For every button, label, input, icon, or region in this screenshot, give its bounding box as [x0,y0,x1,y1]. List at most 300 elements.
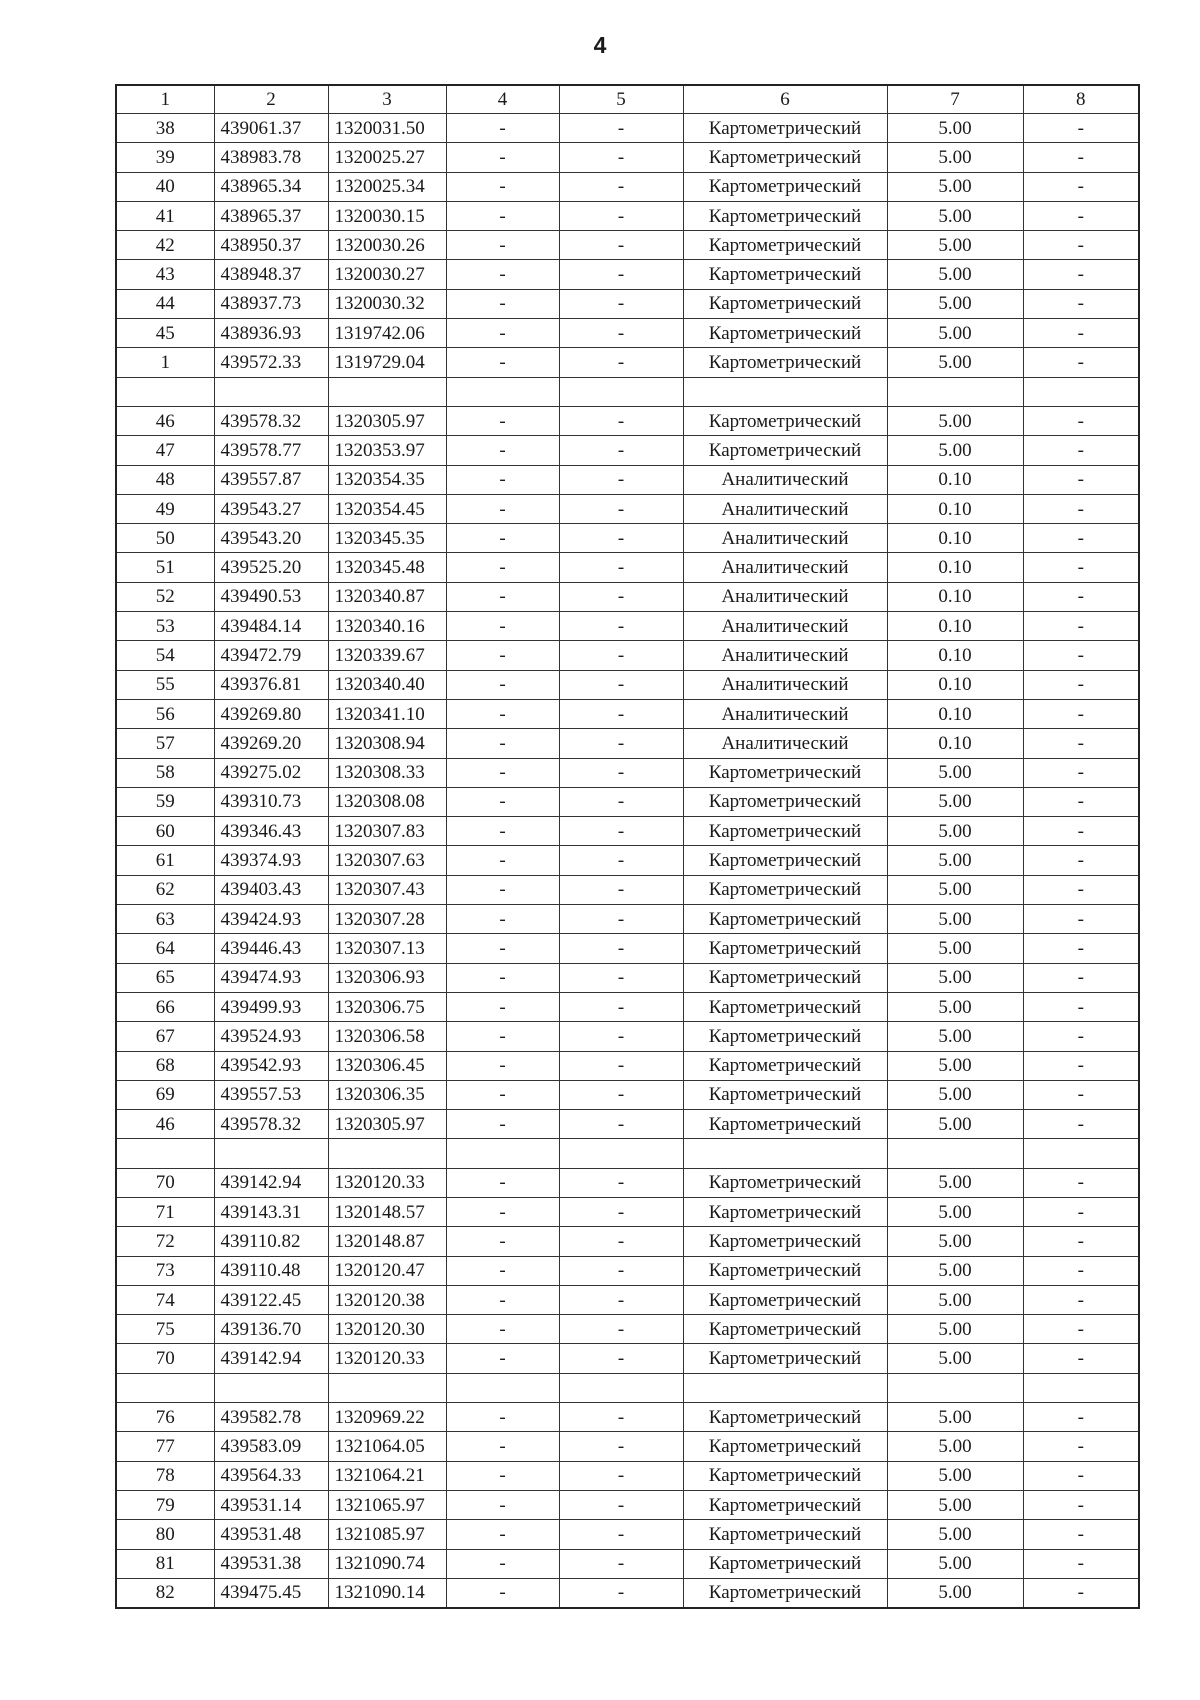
accuracy-cell: 5.00 [887,406,1023,435]
method-cell: Картометрический [683,1285,887,1314]
y-coordinate-cell: 1320030.27 [328,260,446,289]
accuracy-cell: 5.00 [887,1285,1023,1314]
x-coordinate-cell: 439424.93 [214,905,328,934]
column-4-cell: - [446,436,559,465]
column-4-cell: - [446,1256,559,1285]
table-row [116,114,1139,143]
y-coordinate-cell: 1320306.93 [328,963,446,992]
accuracy-cell: 0.10 [887,465,1023,494]
x-coordinate-cell: 438948.37 [214,260,328,289]
x-coordinate-cell [214,377,328,406]
point-number-cell: 61 [116,846,214,875]
column-4-cell: - [446,231,559,260]
method-cell: Картометрический [683,1051,887,1080]
accuracy-cell: 5.00 [887,846,1023,875]
point-number-cell: 46 [116,1110,214,1139]
point-number-cell: 64 [116,934,214,963]
point-number-cell: 59 [116,787,214,816]
column-4-cell: - [446,1403,559,1432]
method-cell: Картометрический [683,1578,887,1608]
y-coordinate-cell: 1320148.57 [328,1197,446,1226]
table-row [116,934,1139,963]
accuracy-cell: 5.00 [887,1578,1023,1608]
y-coordinate-cell: 1320120.33 [328,1168,446,1197]
accuracy-cell: 0.10 [887,699,1023,728]
column-5-cell: - [559,1285,683,1314]
column-5-cell: - [559,1403,683,1432]
method-cell: Картометрический [683,289,887,318]
point-number-cell: 50 [116,524,214,553]
accuracy-cell: 5.00 [887,289,1023,318]
y-coordinate-cell: 1320340.40 [328,670,446,699]
x-coordinate-cell: 439582.78 [214,1403,328,1432]
column-5-cell: - [559,729,683,758]
method-cell: Картометрический [683,1490,887,1519]
table-row [116,846,1139,875]
x-coordinate-cell: 439472.79 [214,641,328,670]
method-cell: Аналитический [683,524,887,553]
point-number-cell: 65 [116,963,214,992]
column-4-cell: - [446,1110,559,1139]
column-5-cell: - [559,1549,683,1578]
table-row [116,729,1139,758]
column-5-cell: - [559,992,683,1021]
accuracy-cell: 5.00 [887,1197,1023,1226]
x-coordinate-cell: 439110.48 [214,1256,328,1285]
column-4-cell: - [446,1578,559,1608]
y-coordinate-cell: 1321065.97 [328,1490,446,1519]
point-number-cell: 82 [116,1578,214,1608]
x-coordinate-cell: 439446.43 [214,934,328,963]
coordinates-table [115,84,1140,1609]
accuracy-cell: 5.00 [887,143,1023,172]
column-4-cell: - [446,1520,559,1549]
column-header: 8 [1023,85,1139,114]
x-coordinate-cell: 439524.93 [214,1022,328,1051]
y-coordinate-cell: 1320305.97 [328,406,446,435]
column-4-cell: - [446,846,559,875]
method-cell: Аналитический [683,699,887,728]
accuracy-cell: 0.10 [887,494,1023,523]
column-5-cell: - [559,1344,683,1373]
column-5-cell: - [559,231,683,260]
x-coordinate-cell: 438965.37 [214,201,328,230]
column-4-cell: - [446,348,559,377]
column-5-cell: - [559,172,683,201]
table-row [116,1285,1139,1314]
column-4-cell: - [446,758,559,787]
method-cell: Картометрический [683,934,887,963]
column-5-cell: - [559,1490,683,1519]
point-number-cell: 77 [116,1432,214,1461]
column-5-cell: - [559,1256,683,1285]
column-8-cell: - [1023,406,1139,435]
column-header: 3 [328,85,446,114]
point-number-cell: 81 [116,1549,214,1578]
x-coordinate-cell: 439578.32 [214,406,328,435]
accuracy-cell: 0.10 [887,729,1023,758]
method-cell: Картометрический [683,260,887,289]
column-5-cell: - [559,758,683,787]
method-cell: Аналитический [683,465,887,494]
column-4-cell: - [446,1549,559,1578]
table-row [116,1051,1139,1080]
column-8-cell: - [1023,1110,1139,1139]
method-cell: Картометрический [683,905,887,934]
column-8-cell: - [1023,758,1139,787]
accuracy-cell: 5.00 [887,1080,1023,1109]
table-row [116,670,1139,699]
accuracy-cell: 5.00 [887,114,1023,143]
method-cell: Картометрический [683,1227,887,1256]
point-number-cell: 1 [116,348,214,377]
column-4-cell: - [446,582,559,611]
accuracy-cell: 0.10 [887,524,1023,553]
y-coordinate-cell: 1320345.48 [328,553,446,582]
y-coordinate-cell: 1320120.38 [328,1285,446,1314]
column-5-cell: - [559,582,683,611]
x-coordinate-cell: 439376.81 [214,670,328,699]
column-8-cell: - [1023,436,1139,465]
column-4-cell: - [446,260,559,289]
column-4-cell: - [446,1168,559,1197]
table-row [116,1461,1139,1490]
x-coordinate-cell [214,1139,328,1168]
table-row [116,1403,1139,1432]
column-5-cell: - [559,524,683,553]
accuracy-cell: 5.00 [887,817,1023,846]
table-body [116,114,1139,1609]
accuracy-cell: 5.00 [887,1051,1023,1080]
x-coordinate-cell: 439572.33 [214,348,328,377]
column-8-cell: - [1023,582,1139,611]
column-8-cell: - [1023,260,1139,289]
y-coordinate-cell: 1321090.14 [328,1578,446,1608]
column-4-cell: - [446,934,559,963]
x-coordinate-cell: 439583.09 [214,1432,328,1461]
point-number-cell: 67 [116,1022,214,1051]
y-coordinate-cell: 1319729.04 [328,348,446,377]
point-number-cell: 53 [116,612,214,641]
accuracy-cell: 5.00 [887,1490,1023,1519]
point-number-cell: 72 [116,1227,214,1256]
method-cell: Картометрический [683,1197,887,1226]
y-coordinate-cell: 1320345.35 [328,524,446,553]
point-number-cell: 75 [116,1315,214,1344]
column-4-cell: - [446,1344,559,1373]
column-4-cell [446,377,559,406]
y-coordinate-cell: 1320306.75 [328,992,446,1021]
x-coordinate-cell: 439499.93 [214,992,328,1021]
y-coordinate-cell: 1320307.43 [328,875,446,904]
column-4-cell: - [446,1227,559,1256]
point-number-cell: 51 [116,553,214,582]
accuracy-cell: 5.00 [887,1022,1023,1051]
column-8-cell: - [1023,1256,1139,1285]
column-5-cell: - [559,494,683,523]
x-coordinate-cell: 439490.53 [214,582,328,611]
table-row [116,201,1139,230]
x-coordinate-cell [214,1373,328,1402]
table-row [116,436,1139,465]
point-number-cell: 54 [116,641,214,670]
point-number-cell: 70 [116,1168,214,1197]
table-row [116,1490,1139,1519]
point-number-cell [116,377,214,406]
column-header: 2 [214,85,328,114]
column-8-cell: - [1023,1403,1139,1432]
y-coordinate-cell [328,377,446,406]
y-coordinate-cell: 1321064.21 [328,1461,446,1490]
column-header: 7 [887,85,1023,114]
column-5-cell: - [559,787,683,816]
table-row [116,817,1139,846]
column-8-cell: - [1023,143,1139,172]
page-number: 4 [593,32,607,58]
point-number-cell: 79 [116,1490,214,1519]
column-4-cell: - [446,699,559,728]
y-coordinate-cell: 1320031.50 [328,114,446,143]
x-coordinate-cell: 439557.87 [214,465,328,494]
point-number-cell: 60 [116,817,214,846]
column-4-cell: - [446,1022,559,1051]
column-4-cell: - [446,289,559,318]
x-coordinate-cell: 439542.93 [214,1051,328,1080]
x-coordinate-cell: 438965.34 [214,172,328,201]
column-5-cell: - [559,1461,683,1490]
x-coordinate-cell: 439525.20 [214,553,328,582]
y-coordinate-cell: 1320308.94 [328,729,446,758]
accuracy-cell: 5.00 [887,963,1023,992]
column-5-cell: - [559,699,683,728]
column-5-cell: - [559,934,683,963]
method-cell [683,377,887,406]
x-coordinate-cell: 439269.20 [214,729,328,758]
accuracy-cell: 5.00 [887,905,1023,934]
column-5-cell: - [559,875,683,904]
x-coordinate-cell: 439484.14 [214,612,328,641]
accuracy-cell: 5.00 [887,201,1023,230]
table-row [116,699,1139,728]
column-8-cell: - [1023,992,1139,1021]
y-coordinate-cell: 1320120.33 [328,1344,446,1373]
accuracy-cell: 5.00 [887,1256,1023,1285]
x-coordinate-cell: 438950.37 [214,231,328,260]
table-row [116,875,1139,904]
column-8-cell [1023,377,1139,406]
accuracy-cell: 5.00 [887,436,1023,465]
point-number-cell: 58 [116,758,214,787]
method-cell: Аналитический [683,729,887,758]
column-8-cell [1023,1373,1139,1402]
table-row [116,348,1139,377]
column-4-cell: - [446,114,559,143]
method-cell: Картометрический [683,143,887,172]
table-row [116,524,1139,553]
column-4-cell: - [446,963,559,992]
y-coordinate-cell: 1320030.32 [328,289,446,318]
column-4-cell: - [446,992,559,1021]
column-5-cell: - [559,1315,683,1344]
column-5-cell: - [559,641,683,670]
method-cell: Картометрический [683,231,887,260]
method-cell: Аналитический [683,494,887,523]
column-4-cell: - [446,524,559,553]
point-number-cell: 69 [116,1080,214,1109]
column-8-cell: - [1023,114,1139,143]
table-row [116,1578,1139,1608]
column-8-cell: - [1023,1080,1139,1109]
x-coordinate-cell: 439403.43 [214,875,328,904]
point-number-cell: 78 [116,1461,214,1490]
column-4-cell: - [446,1051,559,1080]
method-cell: Аналитический [683,582,887,611]
accuracy-cell: 5.00 [887,1549,1023,1578]
y-coordinate-cell: 1320307.83 [328,817,446,846]
y-coordinate-cell: 1320969.22 [328,1403,446,1432]
accuracy-cell: 5.00 [887,172,1023,201]
x-coordinate-cell: 439136.70 [214,1315,328,1344]
x-coordinate-cell: 439374.93 [214,846,328,875]
y-coordinate-cell: 1320025.34 [328,172,446,201]
column-5-cell: - [559,670,683,699]
column-8-cell [1023,1139,1139,1168]
table-row [116,1022,1139,1051]
method-cell: Картометрический [683,758,887,787]
x-coordinate-cell: 439531.48 [214,1520,328,1549]
column-4-cell: - [446,612,559,641]
column-5-cell: - [559,289,683,318]
column-8-cell: - [1023,787,1139,816]
y-coordinate-cell: 1320025.27 [328,143,446,172]
column-4-cell: - [446,670,559,699]
method-cell: Картометрический [683,1461,887,1490]
point-number-cell: 39 [116,143,214,172]
point-number-cell: 38 [116,114,214,143]
table-row [116,1344,1139,1373]
y-coordinate-cell: 1320030.26 [328,231,446,260]
column-5-cell: - [559,553,683,582]
column-4-cell: - [446,553,559,582]
point-number-cell: 40 [116,172,214,201]
accuracy-cell: 5.00 [887,992,1023,1021]
method-cell: Картометрический [683,1432,887,1461]
x-coordinate-cell: 439110.82 [214,1227,328,1256]
accuracy-cell: 0.10 [887,670,1023,699]
accuracy-cell: 0.10 [887,641,1023,670]
y-coordinate-cell: 1320308.08 [328,787,446,816]
y-coordinate-cell [328,1139,446,1168]
y-coordinate-cell: 1320354.45 [328,494,446,523]
y-coordinate-cell: 1320307.28 [328,905,446,934]
y-coordinate-cell: 1320120.47 [328,1256,446,1285]
column-5-cell: - [559,1197,683,1226]
y-coordinate-cell: 1320305.97 [328,1110,446,1139]
table-row [116,465,1139,494]
column-8-cell: - [1023,319,1139,348]
y-coordinate-cell: 1320306.45 [328,1051,446,1080]
column-5-cell: - [559,846,683,875]
accuracy-cell: 5.00 [887,1403,1023,1432]
y-coordinate-cell: 1320148.87 [328,1227,446,1256]
point-number-cell: 70 [116,1344,214,1373]
accuracy-cell: 5.00 [887,787,1023,816]
column-8-cell: - [1023,1461,1139,1490]
y-coordinate-cell: 1321085.97 [328,1520,446,1549]
x-coordinate-cell: 439142.94 [214,1168,328,1197]
x-coordinate-cell: 439346.43 [214,817,328,846]
point-number-cell [116,1139,214,1168]
column-8-cell: - [1023,905,1139,934]
column-header: 4 [446,85,559,114]
point-number-cell [116,1373,214,1402]
table-row [116,172,1139,201]
method-cell: Аналитический [683,553,887,582]
point-number-cell: 52 [116,582,214,611]
x-coordinate-cell: 439142.94 [214,1344,328,1373]
method-cell: Картометрический [683,436,887,465]
method-cell: Аналитический [683,612,887,641]
column-4-cell: - [446,1432,559,1461]
method-cell: Картометрический [683,817,887,846]
table-row [116,1168,1139,1197]
point-number-cell: 44 [116,289,214,318]
method-cell: Картометрический [683,1549,887,1578]
x-coordinate-cell: 439578.32 [214,1110,328,1139]
column-8-cell: - [1023,699,1139,728]
accuracy-cell [887,1139,1023,1168]
column-5-cell: - [559,436,683,465]
table-row [116,494,1139,523]
column-5-cell: - [559,260,683,289]
point-number-cell: 42 [116,231,214,260]
x-coordinate-cell: 439122.45 [214,1285,328,1314]
table-row [116,319,1139,348]
table-row [116,1110,1139,1139]
column-5-cell: - [559,905,683,934]
point-number-cell: 68 [116,1051,214,1080]
column-8-cell: - [1023,1344,1139,1373]
column-5-cell [559,1373,683,1402]
point-number-cell: 55 [116,670,214,699]
table-row [116,1520,1139,1549]
point-number-cell: 57 [116,729,214,758]
column-5-cell: - [559,1080,683,1109]
column-4-cell: - [446,905,559,934]
column-5-cell: - [559,143,683,172]
x-coordinate-cell: 438936.93 [214,319,328,348]
point-number-cell: 74 [116,1285,214,1314]
table-row [116,406,1139,435]
column-8-cell: - [1023,875,1139,904]
method-cell: Картометрический [683,875,887,904]
table-header-row [116,85,1139,114]
table-row [116,992,1139,1021]
accuracy-cell: 5.00 [887,260,1023,289]
column-8-cell: - [1023,348,1139,377]
accuracy-cell: 5.00 [887,934,1023,963]
y-coordinate-cell: 1320307.13 [328,934,446,963]
column-8-cell: - [1023,934,1139,963]
column-4-cell: - [446,201,559,230]
method-cell: Картометрический [683,319,887,348]
column-4-cell: - [446,465,559,494]
point-number-cell: 80 [116,1520,214,1549]
x-coordinate-cell: 439543.20 [214,524,328,553]
column-8-cell: - [1023,1227,1139,1256]
accuracy-cell: 5.00 [887,231,1023,260]
accuracy-cell: 5.00 [887,319,1023,348]
